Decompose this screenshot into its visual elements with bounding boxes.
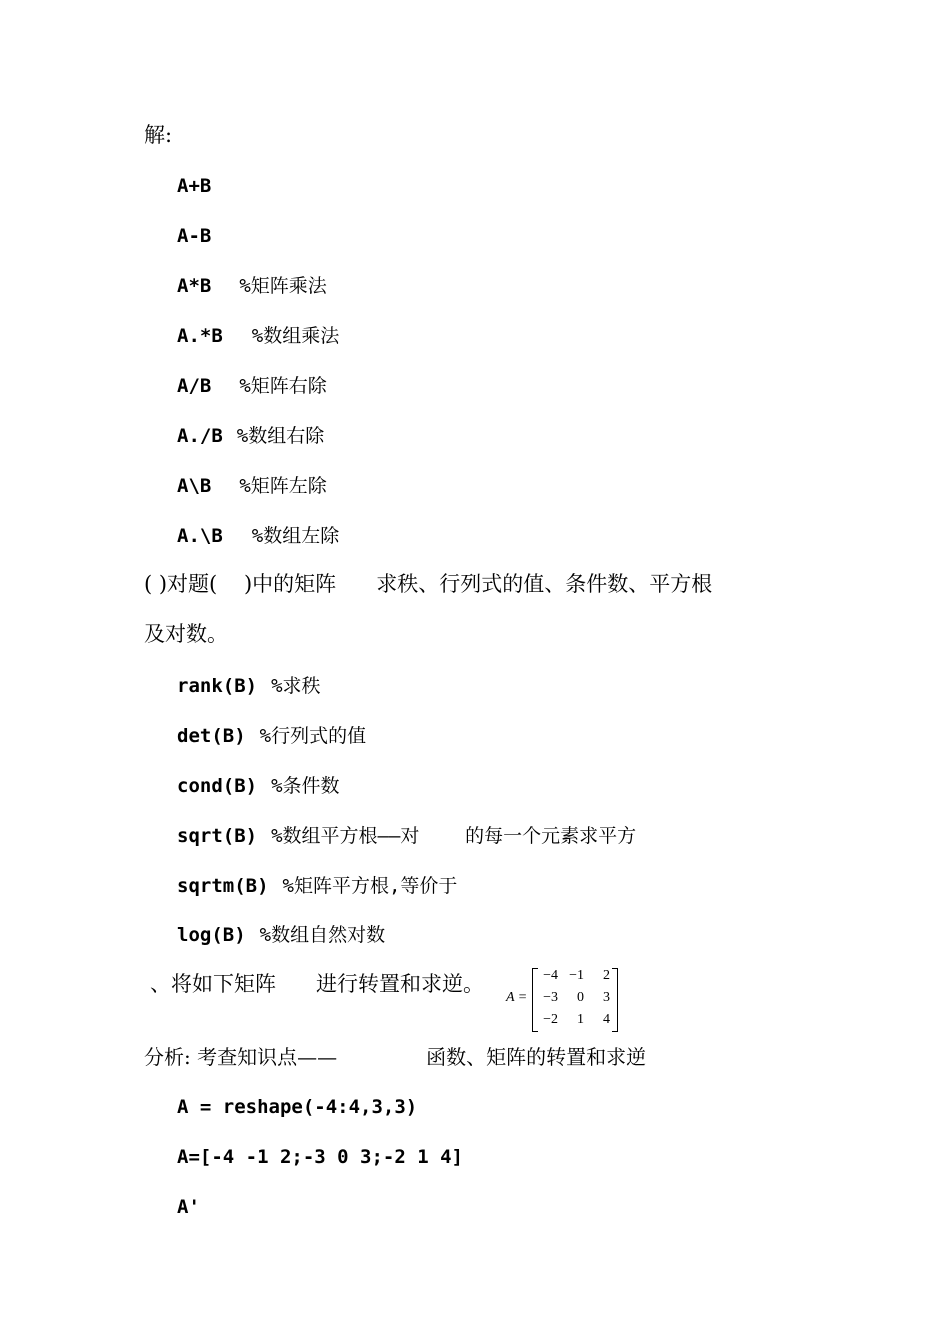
op-line (177, 221, 211, 250)
func-code: sqrtm(B) (177, 875, 269, 897)
op-code: A*B (177, 275, 212, 297)
matrix-cell: −1 (569, 968, 584, 983)
code-line: A' (177, 1196, 200, 1218)
op-line (177, 171, 211, 200)
op-line (177, 271, 327, 300)
func-code: cond(B) (177, 775, 258, 797)
func-line (177, 821, 636, 850)
op-code: A/B (177, 375, 212, 397)
func-comment: %矩阵平方根,等价于 (282, 875, 458, 897)
matrix-cell: −2 (543, 1012, 558, 1027)
question2-line2: 及对数。 (144, 622, 228, 646)
func-comment: %行列式的值 (259, 725, 367, 747)
op-comment: %矩阵乘法 (239, 275, 327, 297)
code-line: A=[-4 -1 2;-3 0 3;-2 1 4] (177, 1146, 463, 1168)
matrix-cell: 3 (603, 990, 610, 1005)
op-code: A.*B (177, 325, 223, 347)
func-line (177, 871, 457, 900)
question3-line: 、将如下矩阵 进行转置和求逆。 (150, 972, 485, 996)
matrix-cell: 1 (577, 1012, 584, 1027)
op-code: A-B (177, 225, 212, 247)
solution-label: 解: (144, 123, 173, 147)
func-comment: %求秩 (271, 675, 321, 697)
op-comment: %数组右除 (236, 425, 325, 447)
matrix-cell: 0 (577, 990, 584, 1005)
func-line (177, 920, 385, 949)
func-code: log(B) (177, 924, 246, 946)
op-line (177, 471, 327, 500)
op-code: A+B (177, 175, 212, 197)
code-line: A = reshape(-4:4,3,3) (177, 1096, 418, 1118)
func-comment: %条件数 (271, 775, 340, 797)
analysis-line: 分析: 考查知识点—— 函数、矩阵的转置和求逆 (144, 1045, 647, 1069)
matrix-right-bracket (612, 968, 618, 1032)
matrix-cell: −4 (543, 968, 558, 983)
op-line (177, 321, 339, 350)
matrix-equation (506, 966, 618, 1032)
matrix-cell: 4 (603, 1012, 610, 1027)
op-code: A./B (177, 425, 223, 447)
op-comment: %矩阵左除 (239, 475, 327, 497)
func-line (177, 721, 366, 750)
func-line (177, 671, 321, 700)
op-line (177, 421, 324, 450)
op-line (177, 521, 339, 550)
op-comment: %数组左除 (251, 525, 340, 547)
func-comment: %数组平方根——对 的每一个元素求平方 (271, 825, 637, 847)
op-comment: %矩阵右除 (239, 375, 327, 397)
op-comment: %数组乘法 (251, 325, 340, 347)
op-code: A\B (177, 475, 212, 497)
matrix-cell: −3 (543, 990, 558, 1005)
matrix-label: A = (506, 990, 528, 1005)
op-code: A.\B (177, 525, 223, 547)
func-code: sqrt(B) (177, 825, 258, 847)
matrix-cell: 2 (603, 968, 610, 983)
func-code: det(B) (177, 725, 246, 747)
op-line (177, 371, 327, 400)
func-line (177, 771, 340, 800)
func-comment: %数组自然对数 (259, 924, 386, 946)
func-code: rank(B) (177, 675, 258, 697)
question2-line1: ( )对题( )中的矩阵 求秩、行列式的值、条件数、平方根 (144, 572, 713, 596)
